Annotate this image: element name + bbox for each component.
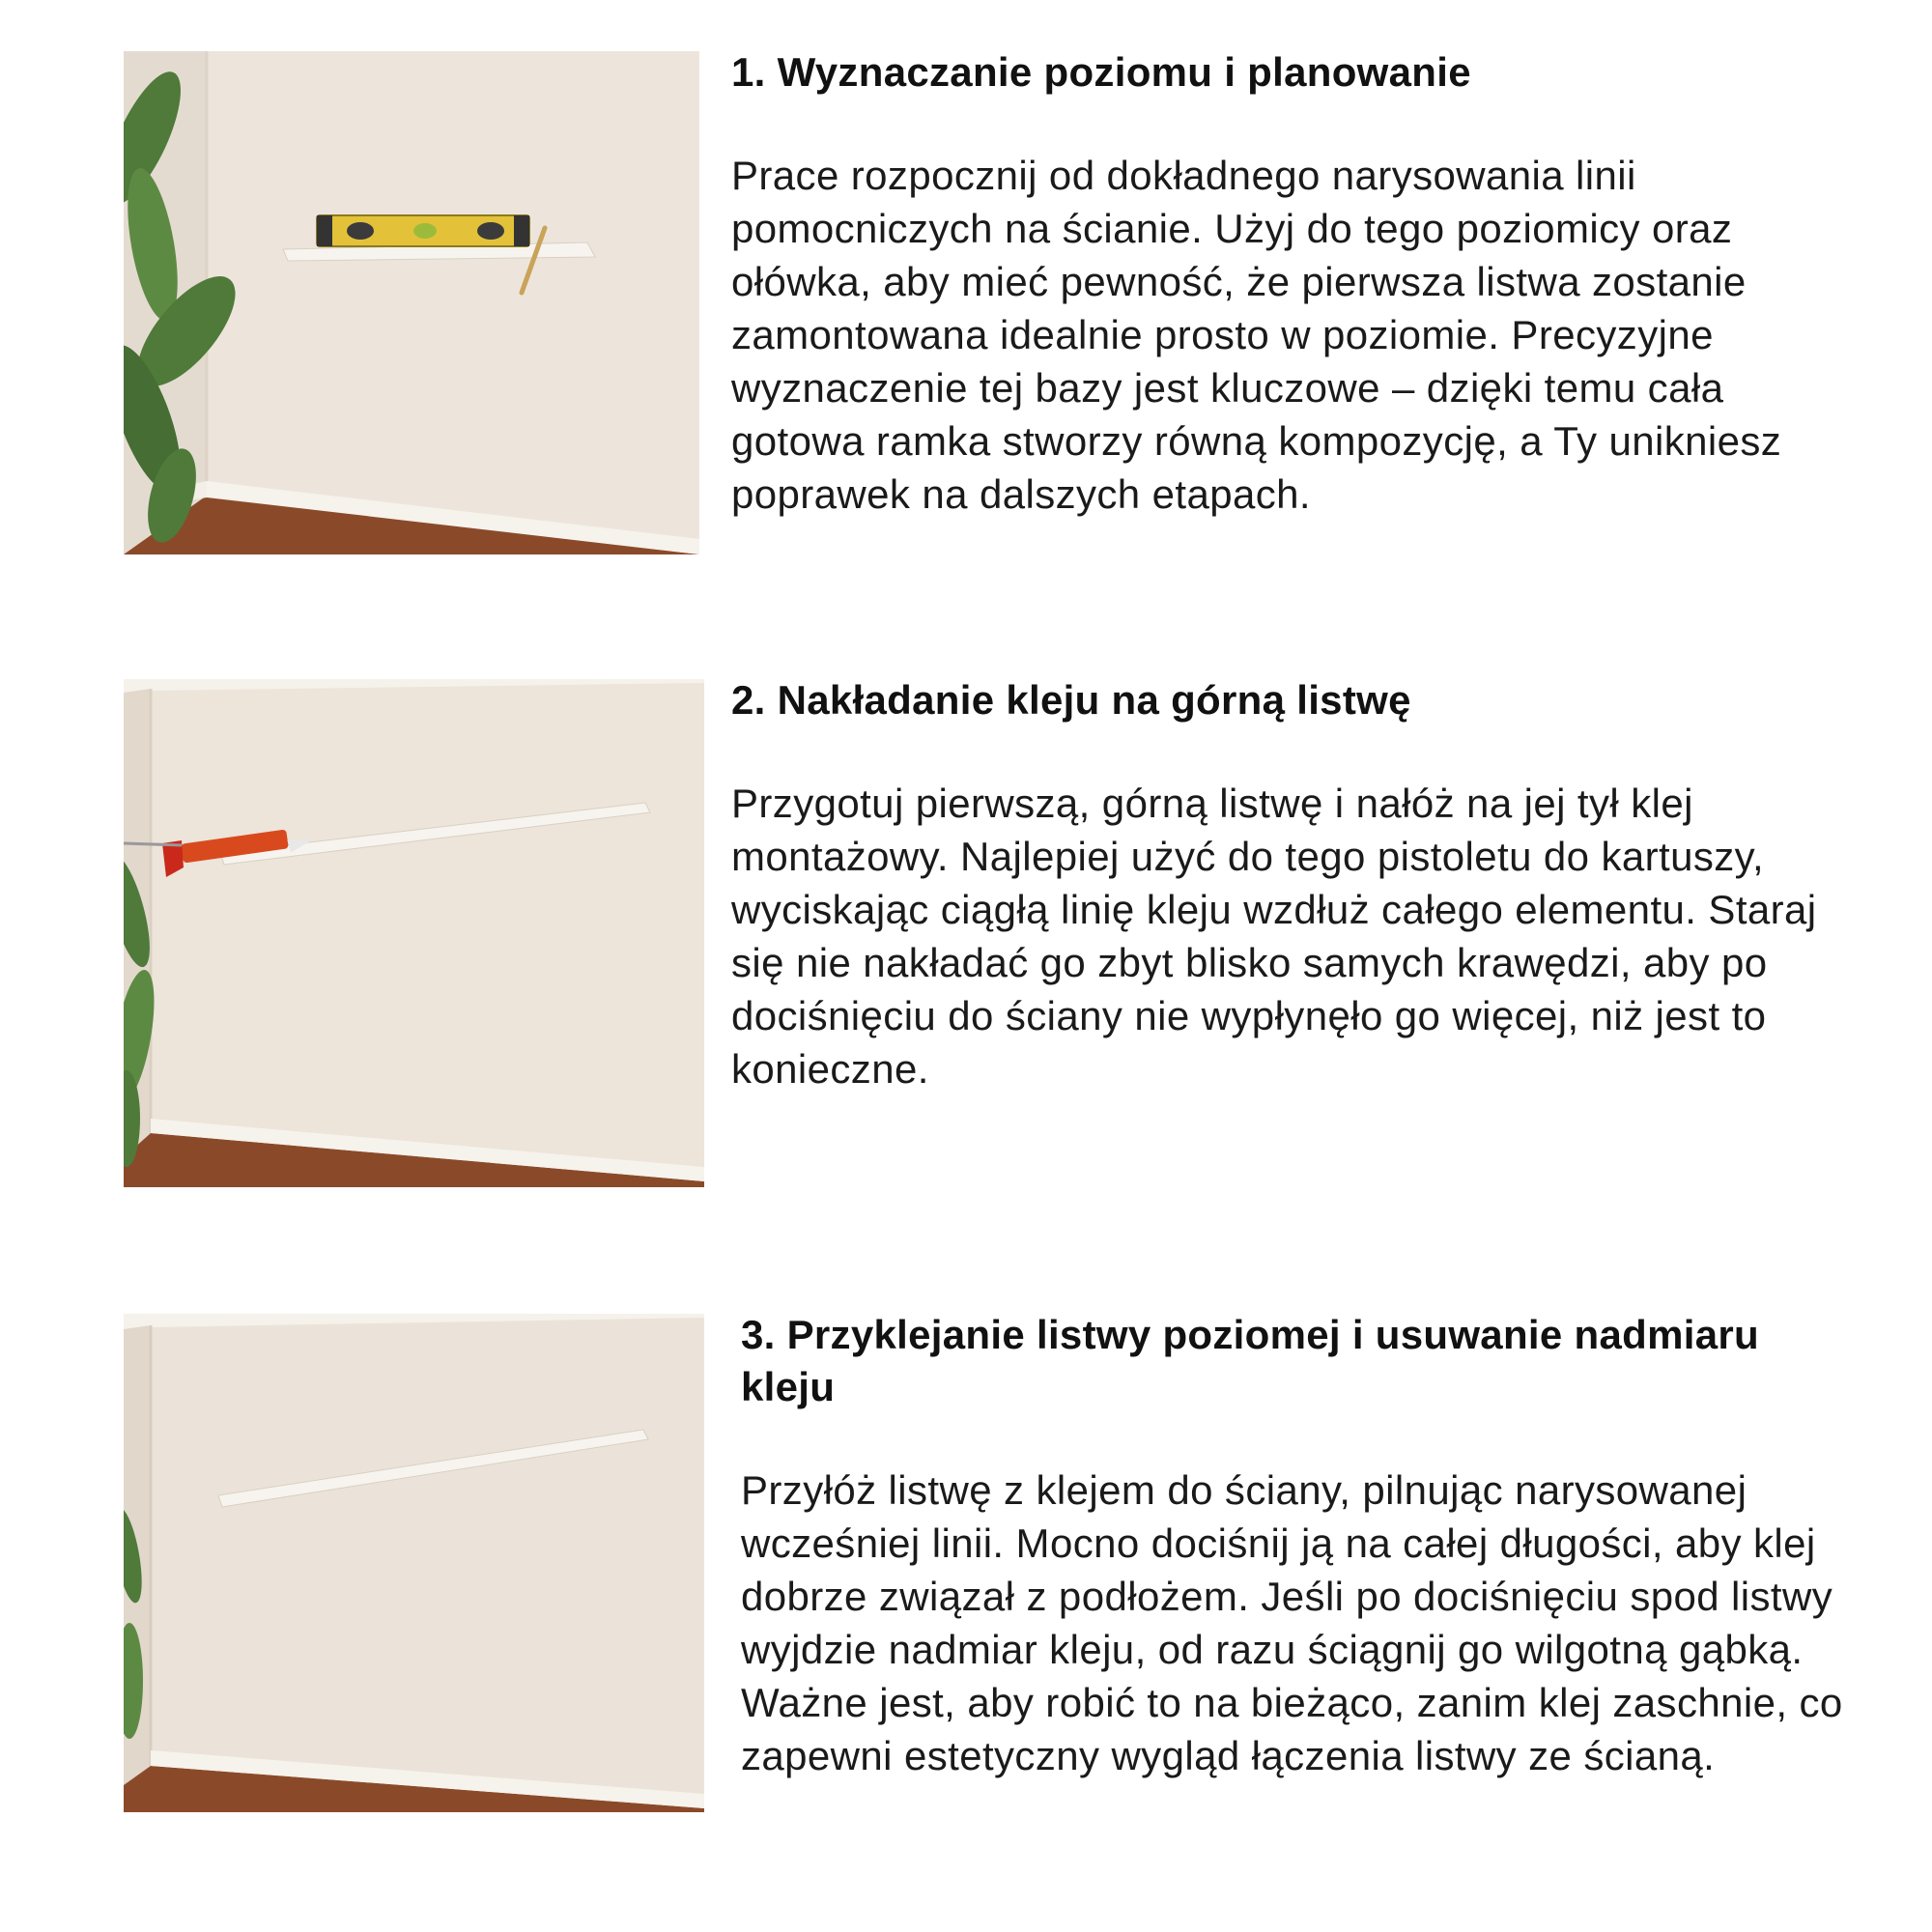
step-1-photo <box>124 51 699 554</box>
step-1-text <box>731 46 1852 521</box>
step-2-text <box>731 674 1852 1095</box>
step-1-body: Prace rozpocznij od dokładnego narysowania linii pomocniczych na ścianie. Użyj do tego poziomicy oraz ołówka, aby mieć pewność, że pierwsza listwa zostanie zamontowana idealnie prosto w poziomie. Precyzyjne wyznaczenie tej bazy jest kluczowe – dzięki temu cała gotowa ramka stworzy równą kompozycję, a Ty unikniesz poprawek na dalszych etapach. <box>731 153 1782 517</box>
glue-application-illustration <box>124 679 704 1187</box>
step-2-title: 2. Nakładanie kleju na górną listwę <box>731 677 1411 723</box>
step-3-text <box>741 1309 1852 1782</box>
step-3-body: Przyłóż listwę z klejem do ściany, pilnując narysowanej wcześniej linii. Mocno dociśnij ją na całej długości, aby klej dobrze związał z podłożem. Jeśli po dociśnięciu spod listwy wyjdzie nadmiar kleju, od razu ściągnij go wilgotną gąbką. Ważne jest, aby robić to na bieżąco, zanim klej zaschnie, co zapewni estetyczny wygląd łączenia listwy ze ścianą. <box>741 1467 1843 1778</box>
step-2-body: Przygotuj pierwszą, górną listwę i nałóż na jej tył klej montażowy. Najlepiej użyć do tego pistoletu do kartuszy, wyciskając ciągłą linię kleju wzdłuż całego elementu. Staraj się nie nakładać go zbyt blisko samych krawędzi, aby po dociśnięciu do ściany nie wypłynęło go więcej, niż jest to konieczne. <box>731 781 1817 1092</box>
step-3-photo <box>124 1314 704 1812</box>
step-1-title: 1. Wyznaczanie poziomu i planowanie <box>731 49 1471 95</box>
wall-with-level-illustration <box>124 51 699 554</box>
glued-moulding-illustration <box>124 1314 704 1812</box>
step-3-title: 3. Przyklejanie listwy poziomej i usuwanie nadmiaru kleju <box>741 1312 1759 1409</box>
spirit-level <box>317 215 529 246</box>
step-2-photo <box>124 679 704 1187</box>
